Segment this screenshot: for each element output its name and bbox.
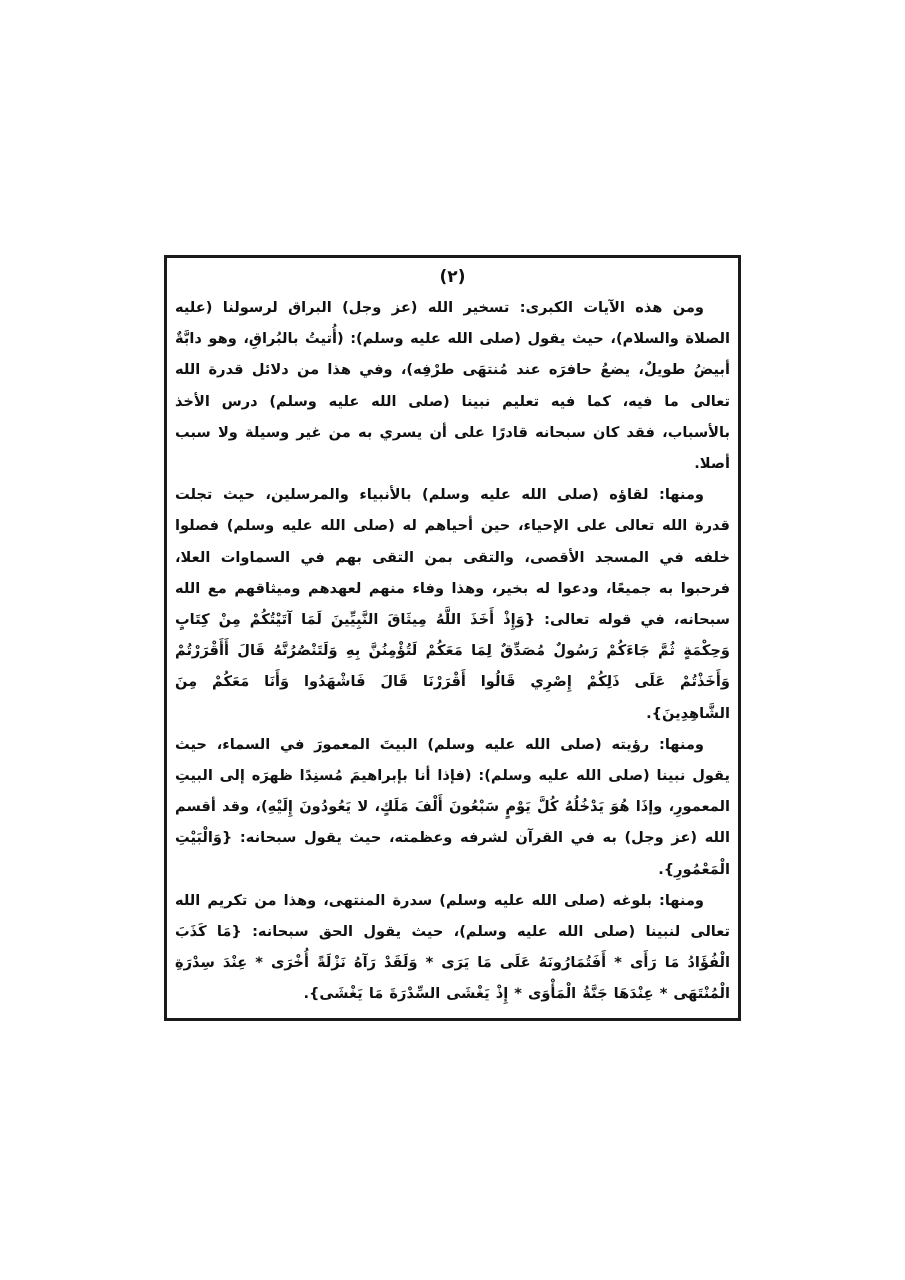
paragraph-buraq: ومن هذه الآيات الكبرى: تسخير الله (عز وجل) البراق لرسولنا (عليه الصلاة والسلام)، حيث يقول (صلى الله عليه وسلم): (أُتيتُ بالبُراقِ، وهو دابَّةٌ أبيضُ طويلٌ، يضعُ حافرَه عند مُنتهَى طرْفِه)، وفي هذا من دلائل قدرة الله تعالى ما فيه، كما فيه تعليم نبينا (صلى الله عليه وسلم) درس الأخذ بالأسباب، فقد كان سبحانه قادرًا على أن يسري به من غير وسيلة ولا سبب أصلا. <box>175 299 730 473</box>
paragraph-bayt-mamur: ومنها: رؤيته (صلى الله عليه وسلم) البيتَ المعمورَ في السماء، حيث يقول نبينا (صلى الله عليه وسلم): (فإذا أنا بإبراهيمَ مُسنِدًا ظهرَه إلى البيتِ المعمورِ، وإذَا هُوَ يَدْخُلُهُ كُلَّ يَوْمٍ سَبْعُونَ أَلْفَ مَلَكٍ، لا يَعُودُونَ إِلَيْهِ)، وقد أقسم الله (عز وجل) به في القرآن لشرفه وعظمته، حيث يقول سبحانه: {وَالْبَيْتِ الْمَعْمُورِ}. <box>175 735 730 878</box>
page-frame <box>164 255 741 1021</box>
paragraph-prophets: ومنها: لقاؤه (صلى الله عليه وسلم) بالأنبياء والمرسلين، حيث تجلت قدرة الله تعالى على الإحياء، حين أحياهم له (صلى الله عليه وسلم) فصلوا خلفه في المسجد الأقصى، والتقى بمن التقى بهم في السماوات العلا، فرحبوا به جميعًا، ودعوا له بخير، وهذا وفاء منهم لعهدهم وميثاقهم مع الله سبحانه، في قوله تعالى: {وَإِذْ أَخَذَ اللَّهُ مِيثَاقَ النَّبِيِّينَ لَمَا آتَيْتُكُمْ مِنْ كِتَابٍ وَحِكْمَةٍ ثُمَّ جَاءَكُمْ رَسُولٌ مُصَدِّقٌ لِمَا مَعَكُمْ لَتُؤْمِنُنَّ بِهِ وَلَتَنْصُرُنَّهُ قَالَ أَأَقْرَرْتُمْ وَأَخَذْتُمْ عَلَى ذَلِكُمْ إِصْرِي قَالُوا أَقْرَرْنَا قَالَ فَاشْهَدُوا وَأَنَا مَعَكُمْ مِنَ الشَّاهِدِينَ}. <box>175 486 730 722</box>
paragraph-sidrat: ومنها: بلوغه (صلى الله عليه وسلم) سدرة المنتهى، وهذا من تكريم الله تعالى لنبينا (صلى الله عليه وسلم)، حيث يقول الحق سبحانه: {مَا كَذَبَ الْفُؤَادُ مَا رَأَى * أَفَتُمَارُونَهُ عَلَى مَا يَرَى * وَلَقَدْ رَآهُ نَزْلَةً أُخْرَى * عِنْدَ سِدْرَةِ الْمُنْتَهَى * عِنْدَهَا جَنَّةُ الْمَأْوَى * إِذْ يَغْشَى السِّدْرَةَ مَا يَغْشَى}. <box>175 891 730 1003</box>
page-number: (٢) <box>439 267 466 287</box>
